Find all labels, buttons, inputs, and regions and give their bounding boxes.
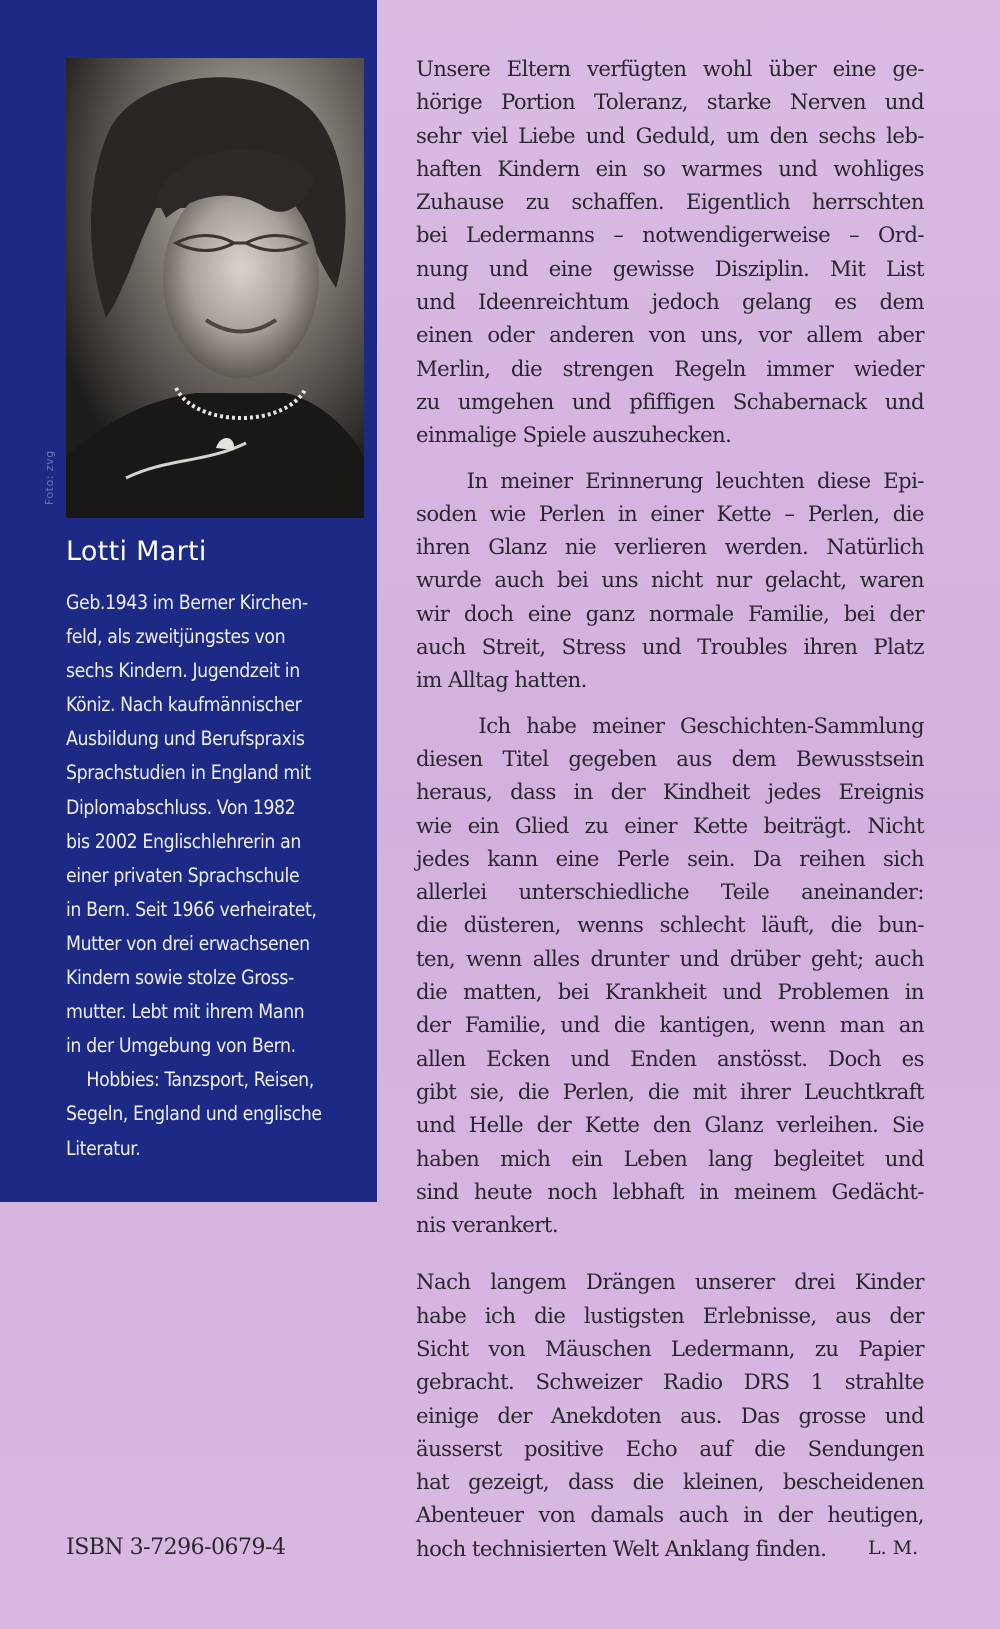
text-line: wurde auch bei uns nicht nur gelacht, waren: [416, 567, 924, 593]
paragraph-gap: [416, 697, 924, 709]
text-line: einige der Anekdoten aus. Das grosse und: [416, 1402, 924, 1428]
author-initials: L. M.: [868, 1537, 919, 1559]
text-line: nung und eine gewisse Disziplin. Mit List: [416, 255, 924, 281]
text-line: Sicht von Mäuschen Ledermann, zu Papier: [416, 1335, 924, 1361]
author-panel: [0, 0, 377, 1202]
bio-line: Sprachstudien in England mit: [66, 761, 311, 785]
text-line: und Helle der Kette den Glanz verleihen. Sie: [416, 1112, 924, 1138]
author-photo: [66, 58, 364, 518]
text-line: heraus, dass in der Kindheit jedes Ereignis: [416, 779, 924, 805]
text-line: im Alltag hatten.: [416, 667, 587, 693]
text-line: einen oder anderen von uns, vor allem aber: [416, 322, 924, 348]
text-line: jedes kann eine Perle sein. Da reihen sich: [416, 845, 924, 871]
bio-line: Geb.1943 im Berner Kirchen-: [66, 591, 308, 614]
author-bio: [66, 586, 374, 1166]
isbn: ISBN 3-7296-0679-4: [66, 1535, 286, 1560]
paragraph-gap: [416, 452, 924, 464]
bio-line: mutter. Lebt mit ihrem Mann: [66, 1000, 305, 1024]
bio-line: Diplomabschluss. Von 1982: [66, 795, 296, 819]
text-line: wir doch eine ganz normale Familie, bei der: [416, 600, 924, 626]
text-line: allen Ecken und Enden anstösst. Doch es: [416, 1045, 924, 1071]
text-line: einmalige Spiele auszuhecken.: [416, 422, 732, 448]
bio-line: Mutter von drei erwachsenen: [66, 931, 310, 955]
text-line: gibt sie, die Perlen, die mit ihrer Leuchtkraft: [416, 1078, 924, 1104]
text-line: bei Ledermanns – notwendigerweise – Ord-: [416, 222, 924, 248]
bio-line: Literatur.: [66, 1136, 141, 1160]
bio-line: Köniz. Nach kaufmännischer: [66, 693, 302, 717]
text-line: Merlin, die strengen Regeln immer wieder: [416, 355, 924, 381]
text-line: hörige Portion Toleranz, starke Nerven und: [416, 89, 924, 115]
text-line: hoch technisierten Welt Anklang finden.: [416, 1535, 827, 1561]
bio-line: in Bern. Seit 1966 verheiratet,: [66, 897, 317, 921]
bio-line: Hobbies: Tanzsport, Reisen,: [66, 1068, 314, 1092]
text-line: Abenteuer von damals auch in der heutigen,: [416, 1502, 924, 1528]
text-line: zu umgehen und pfiffigen Schabernack und: [416, 388, 924, 414]
bio-line: feld, als zweitjüngstes von: [66, 625, 286, 649]
blurb-text: [416, 52, 924, 1565]
photo-credit: Foto: zvg: [43, 450, 56, 505]
text-line: diesen Titel gegeben aus dem Bewusstsein: [416, 745, 924, 771]
text-line: ihren Glanz nie verlieren werden. Natürlich: [416, 534, 924, 560]
text-line: ten, wenn alles drunter und drüber geht; auch: [416, 945, 924, 971]
portrait-drawing: [66, 58, 364, 518]
text-line: haften Kindern ein so warmes und wohliges: [416, 155, 924, 181]
text-line: wie ein Glied zu einer Kette beiträgt. Nicht: [416, 812, 924, 838]
text-line: die matten, bei Krankheit und Problemen in: [416, 979, 924, 1005]
text-line: hat gezeigt, dass die kleinen, bescheidenen: [416, 1469, 924, 1495]
text-line: äusserst positive Echo auf die Sendungen: [416, 1435, 924, 1461]
text-line: die düsteren, wenns schlecht läuft, die bun-: [416, 912, 924, 938]
bio-line: Segeln, England und englische: [66, 1102, 322, 1126]
paragraph-gap: [416, 1241, 924, 1265]
bio-line: Ausbildung und Berufspraxis: [66, 727, 305, 751]
bio-line: einer privaten Sprachschule: [66, 863, 300, 887]
text-line: Nach langem Drängen unserer drei Kinder: [416, 1269, 924, 1295]
text-line: und Ideenreichtum jedoch gelang es dem: [416, 289, 924, 315]
bio-line: sechs Kindern. Jugendzeit in: [66, 659, 300, 683]
text-line: auch Streit, Stress und Troubles ihren Platz: [416, 634, 924, 660]
text-line: soden wie Perlen in einer Kette – Perlen, die: [416, 500, 924, 526]
text-line: Zuhause zu schaffen. Eigentlich herrschten: [416, 189, 924, 215]
author-name: Lotti Marti: [66, 536, 207, 567]
text-line: In meiner Erinnerung leuchten diese Epi-: [416, 467, 924, 493]
text-line: der Familie, und die kantigen, wenn man an: [416, 1012, 924, 1038]
text-line: haben mich ein Leben lang begleitet und: [416, 1145, 924, 1171]
text-line: Ich habe meiner Geschichten-Sammlung: [416, 712, 924, 738]
text-line: sind heute noch lebhaft in meinem Gedächt-: [416, 1178, 924, 1204]
bio-line: bis 2002 Englischlehrerin an: [66, 829, 301, 853]
text-line: habe ich die lustigsten Erlebnisse, aus der: [416, 1302, 924, 1328]
text-line: sehr viel Liebe und Geduld, um den sechs leb-: [416, 122, 924, 148]
bio-line: Kindern sowie stolze Gross-: [66, 966, 294, 990]
text-line: nis verankert.: [416, 1212, 558, 1238]
bio-line: in der Umgebung von Bern.: [66, 1034, 296, 1058]
text-line: gebracht. Schweizer Radio DRS 1 strahlte: [416, 1369, 924, 1395]
text-line: allerlei unterschiedliche Teile aneinander:: [416, 879, 924, 905]
text-line: Unsere Eltern verfügten wohl über eine ge-: [416, 56, 924, 81]
